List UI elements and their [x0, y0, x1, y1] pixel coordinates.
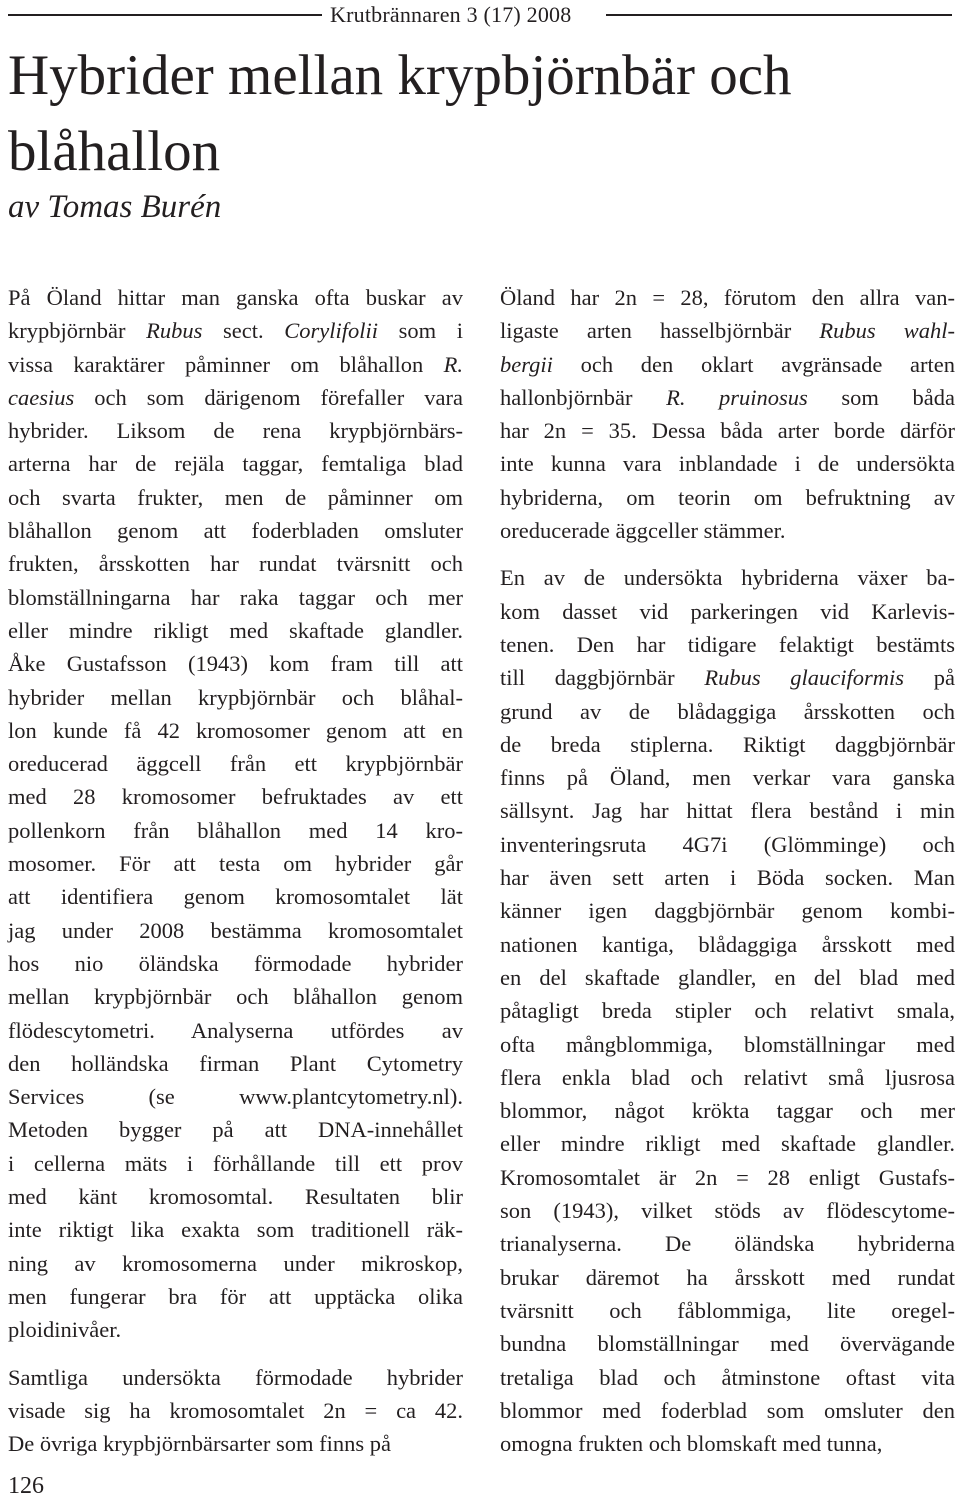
text-line: ploidinivåer. [8, 1317, 122, 1343]
text-line: finns på Öland, men verkar vara ganska [500, 765, 955, 791]
text-line: blomställningarna har raka taggar och mer [8, 584, 463, 610]
running-header [0, 0, 960, 30]
text-line: tvärsnitt och fåblommiga, lite oregel- [500, 1297, 955, 1323]
text-line: lon kunde få 42 kromosomer genom att en [8, 717, 463, 743]
text-line: blommor, något krökta taggar och mer [500, 1098, 955, 1124]
text-line: hybriderna, om teorin om befruktning av [500, 484, 955, 510]
text-line: krypbjörnbär Rubus sect. Corylifolii som i [8, 318, 464, 344]
text-line: En av de undersökta hybriderna växer ba- [500, 565, 955, 591]
text-line: till daggbjörnbär Rubus glauciformis på [500, 665, 955, 691]
text-line: caesius och som därigenom förefaller vara [8, 384, 463, 410]
text-line: en del skaftade glandler, en del blad med [500, 964, 955, 990]
right-paragraph-2 [500, 561, 955, 1460]
article-byline: av Tomas Burén [8, 189, 222, 225]
right-paragraph-1 [500, 281, 955, 547]
text-line: den holländska firman Plant Cytometry [8, 1050, 463, 1076]
text-line: vissa karaktärer påminner om blåhallon R. [8, 351, 463, 377]
text-line: att identifiera genom kromosomtalet lät [8, 884, 463, 910]
text-line: Samtliga undersökta förmodade hybrider [8, 1364, 463, 1390]
text-line: och svarta frukter, men de påminner om [8, 484, 463, 510]
text-line: bergii och den oklart avgränsade arten [500, 351, 955, 377]
text-line: hybrider. Liksom de rena krypbjörnbärs- [8, 418, 463, 444]
text-line: oreducerade äggceller stämmer. [500, 518, 786, 544]
text-line: inventeringsruta 4G7i (Glömminge) och [500, 831, 955, 857]
text-line: jag under 2008 bestämma kromosomtalet [8, 917, 463, 943]
text-line: De övriga krypbjörnbärsarter som finns på [8, 1431, 392, 1457]
text-line: eller mindre rikligt med skaftade glandler. [8, 617, 463, 643]
text-line: hybrider mellan krypbjörnbär och blåhal- [8, 684, 463, 710]
text-line: har 2n = 35. Dessa båda arter borde därför [500, 418, 955, 444]
header-rule-left [8, 14, 322, 16]
text-line: visade sig ha kromosomtalet 2n = ca 42. [8, 1397, 463, 1423]
text-line: grund av de blådaggiga årsskotten och [500, 698, 955, 724]
text-line: har även sett arten i Böda socken. Man [500, 865, 955, 891]
left-paragraph-2 [8, 1361, 463, 1461]
text-line: frukten, årsskotten har rundat tvärsnitt och [8, 551, 463, 577]
text-line: sällsynt. Jag har hittat flera bestånd i min [500, 798, 955, 824]
text-line: känner igen daggbjörnbär genom kombi- [500, 898, 955, 924]
text-line: ning av kromosomerna under mikroskop, [8, 1250, 463, 1276]
text-line: tenen. Den har tidigare felaktigt bestämts [500, 631, 955, 657]
text-line: oreducerad äggcell från ett krypbjörnbär [8, 751, 463, 777]
text-line: brukar däremot ha årsskott med rundat [500, 1264, 955, 1290]
text-line: Kromosomtalet är 2n = 28 enligt Gustafs- [500, 1164, 955, 1190]
text-line: i cellerna mäts i förhållande till ett prov [8, 1150, 463, 1176]
text-line: mosomer. För att testa om hybrider går [8, 851, 463, 877]
text-line: hallonbjörnbär R. pruinosus som båda [500, 384, 956, 410]
text-line: omogna frukten och blomskaft med tunna, [500, 1431, 883, 1457]
text-line: inte kunna vara inblandade i de undersökta [500, 451, 955, 477]
text-line: tretaliga blad och åtminstone oftast vita [500, 1364, 955, 1390]
text-line: Åke Gustafsson (1943) kom fram till att [8, 651, 463, 677]
text-line: flödescytometri. Analyserna utfördes av [8, 1017, 463, 1043]
text-line: son (1943), vilket stöds av flödescytome- [500, 1198, 955, 1224]
text-line: Öland har 2n = 28, förutom den allra van- [500, 285, 955, 310]
text-line: ligaste arten hasselbjörnbär Rubus wahl- [500, 318, 955, 344]
text-line: blommor med foderblad som omsluter den [500, 1397, 955, 1423]
text-line: inte riktigt lika exakta som traditionell räk- [8, 1217, 463, 1243]
text-line: Services (se www.plantcytometry.nl). [8, 1084, 463, 1110]
left-column [8, 281, 464, 1457]
left-paragraph-1 [8, 281, 463, 1347]
text-line: hos nio öländska förmodade hybrider [8, 950, 463, 976]
text-line: pollenkorn från blåhallon med 14 kro- [8, 817, 463, 843]
text-line: flera enkla blad och relativt små ljusrosa [500, 1064, 955, 1090]
text-line: de breda stiplerna. Riktigt daggbjörnbär [500, 731, 955, 757]
text-line: trianalyserna. De öländska hybriderna [500, 1231, 955, 1257]
text-line: eller mindre rikligt med skaftade glandler. [500, 1131, 955, 1157]
text-line: påtagligt breda stipler och relativt smala, [500, 998, 955, 1024]
text-line: kom dasset vid parkeringen vid Karlevis- [500, 598, 955, 624]
text-line: med 28 kromosomer befruktades av ett [8, 784, 463, 810]
text-line: På Öland hittar man ganska ofta buskar av [8, 285, 463, 310]
text-line: arterna har de rejäla taggar, femtaliga blad [8, 451, 463, 477]
page-number: 126 [8, 1473, 44, 1499]
running-title: Krutbrännaren 3 (17) 2008 [330, 2, 572, 27]
right-column [500, 281, 956, 1457]
text-line: men fungerar bra för att upptäcka olika [8, 1283, 463, 1309]
text-line: nationen kantiga, blådaggiga årsskott med [500, 931, 955, 957]
text-line: bundna blomställningar med övervägande [500, 1331, 955, 1357]
text-line: ofta mångblommiga, blomställningar med [500, 1031, 955, 1057]
article-title: Hybrider mellan krypbjörnbär och blåhallon [8, 44, 792, 183]
header-rule-right [606, 14, 952, 16]
text-line: med känt kromosomtal. Resultaten blir [8, 1184, 463, 1210]
text-line: mellan krypbjörnbär och blåhallon genom [8, 984, 463, 1010]
text-line: Metoden bygger på att DNA-innehållet [8, 1117, 463, 1143]
text-line: blåhallon genom att foderbladen omsluter [8, 518, 463, 544]
